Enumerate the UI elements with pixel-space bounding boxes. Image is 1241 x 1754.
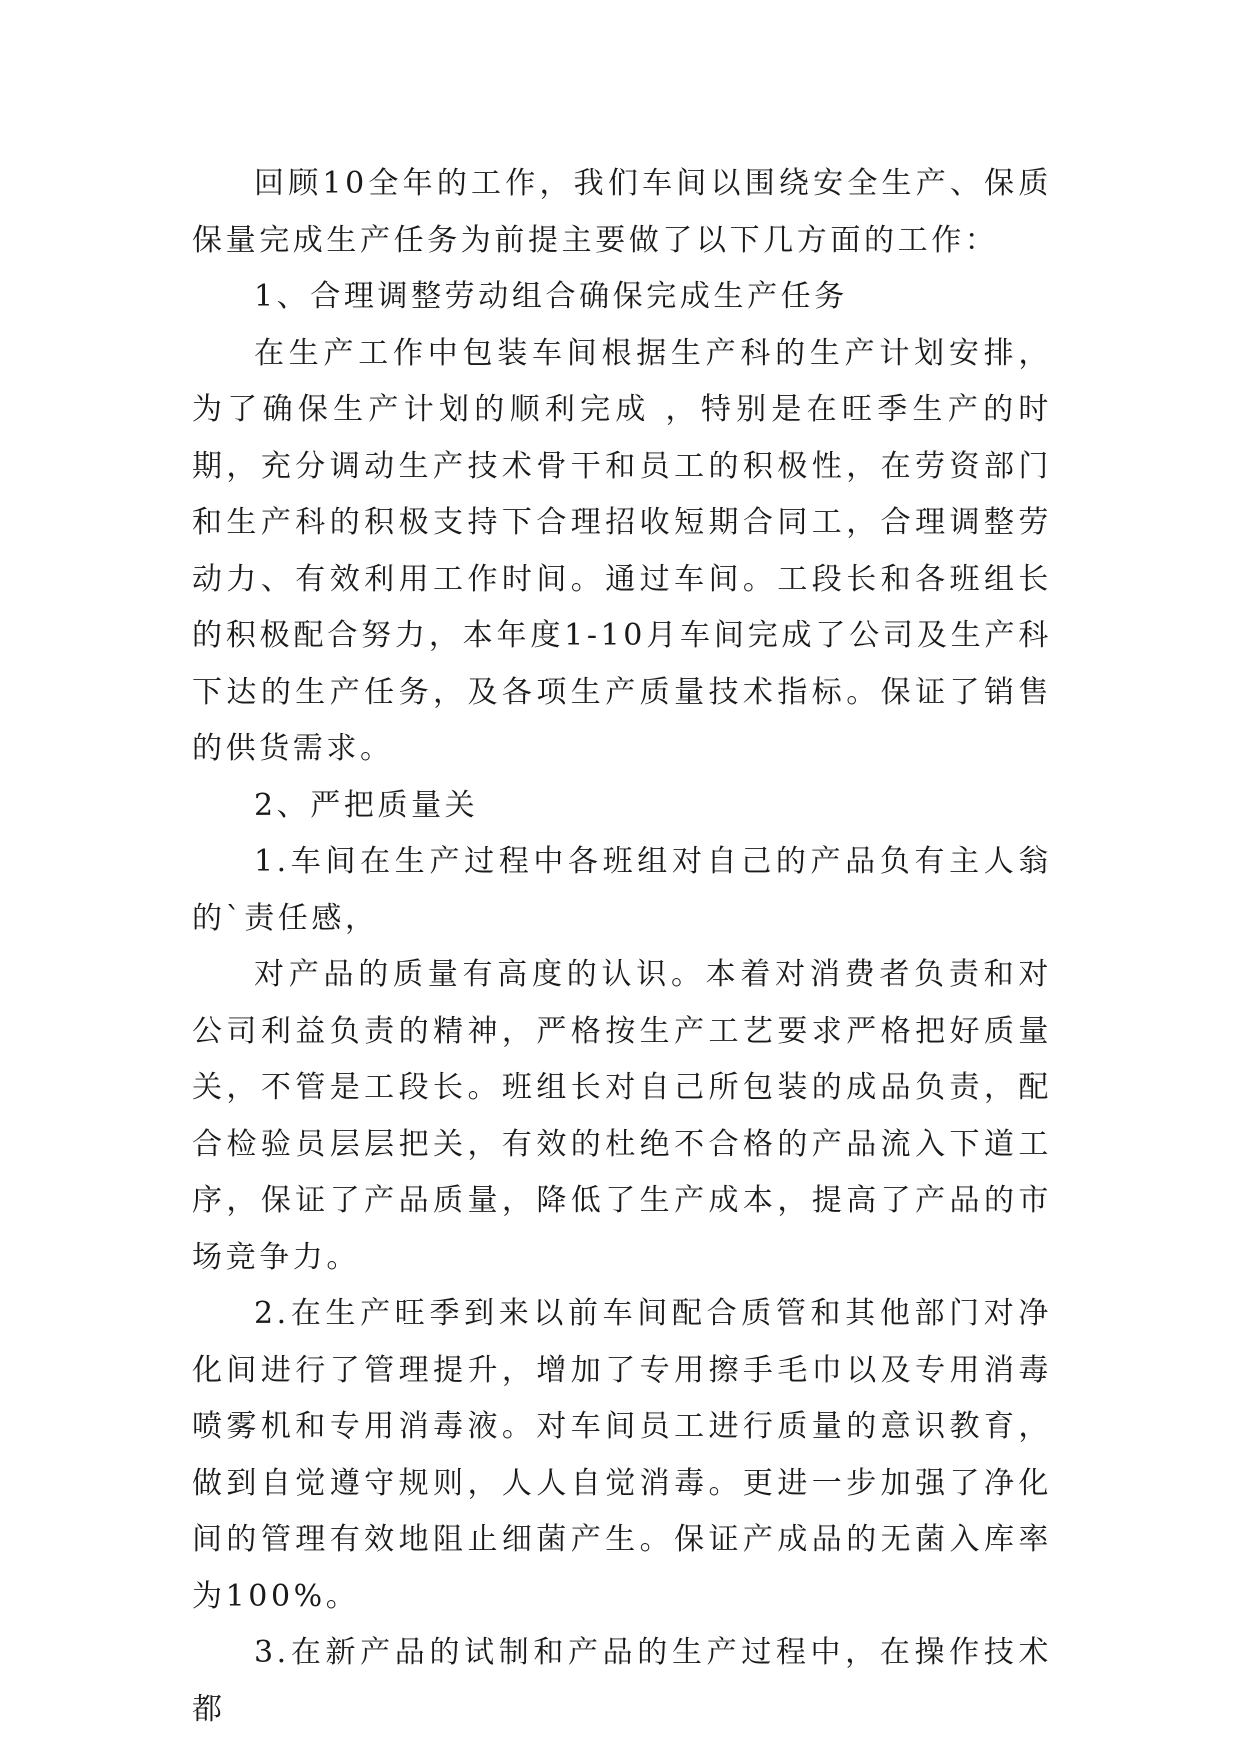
list-item-3: 3.在新产品的试制和产品的生产过程中，在操作技术都 bbox=[192, 1635, 1052, 1727]
paragraph-production: 在生产工作中包装车间根据生产科的生产计划安排，为了确保生产计划的顺利完成 ，特别是在旺季生产的时期，充分调动生产技术骨干和员工的积极性，在劳资部门和生产科的积极支持下合理招收短期合同工，合理调整劳动力、有效利用工作时间。通过车间。工段长和各班组长的积极配合努力，本年度1-10月车间完成了公司及生产科下达的生产任务，及各项生产质量技术指标。保证了销售的供货需求。 bbox=[192, 335, 1052, 766]
paragraph-quality: 对产品的质量有高度的认识。本着对消费者负责和对公司利益负责的精神，严格按生产工艺要求严格把好质量关，不管是工段长。班组长对自己所包装的成品负责，配合检验员层层把关，有效的杜绝不合格的产品流入下道工序，保证了产品质量，降低了生产成本，提高了产品的市场竞争力。 bbox=[192, 957, 1052, 1275]
section-heading-2: 2、严把质量关 bbox=[254, 787, 479, 823]
document-body bbox=[192, 156, 1052, 1738]
list-item-2: 2.在生产旺季到来以前车间配合质管和其他部门对净化间进行了管理提升，增加了专用擦手毛巾以及专用消毒喷雾机和专用消毒液。对车间员工进行质量的意识教育，做到自觉遵守规则，人人自觉消毒。更进一步加强了净化间的管理有效地阻止细菌产生。保证产成品的无菌入库率为100%。 bbox=[192, 1296, 1052, 1614]
list-item-1: 1.车间在生产过程中各班组对自己的产品负有主人翁的`责任感， bbox=[192, 844, 1052, 936]
section-heading-1: 1、合理调整劳动组合确保完成生产任务 bbox=[254, 279, 848, 314]
paragraph-intro: 回顾10全年的工作，我们车间以围绕安全生产、保质保量完成生产任务为前提主要做了以下几方面的工作： bbox=[192, 166, 1052, 258]
